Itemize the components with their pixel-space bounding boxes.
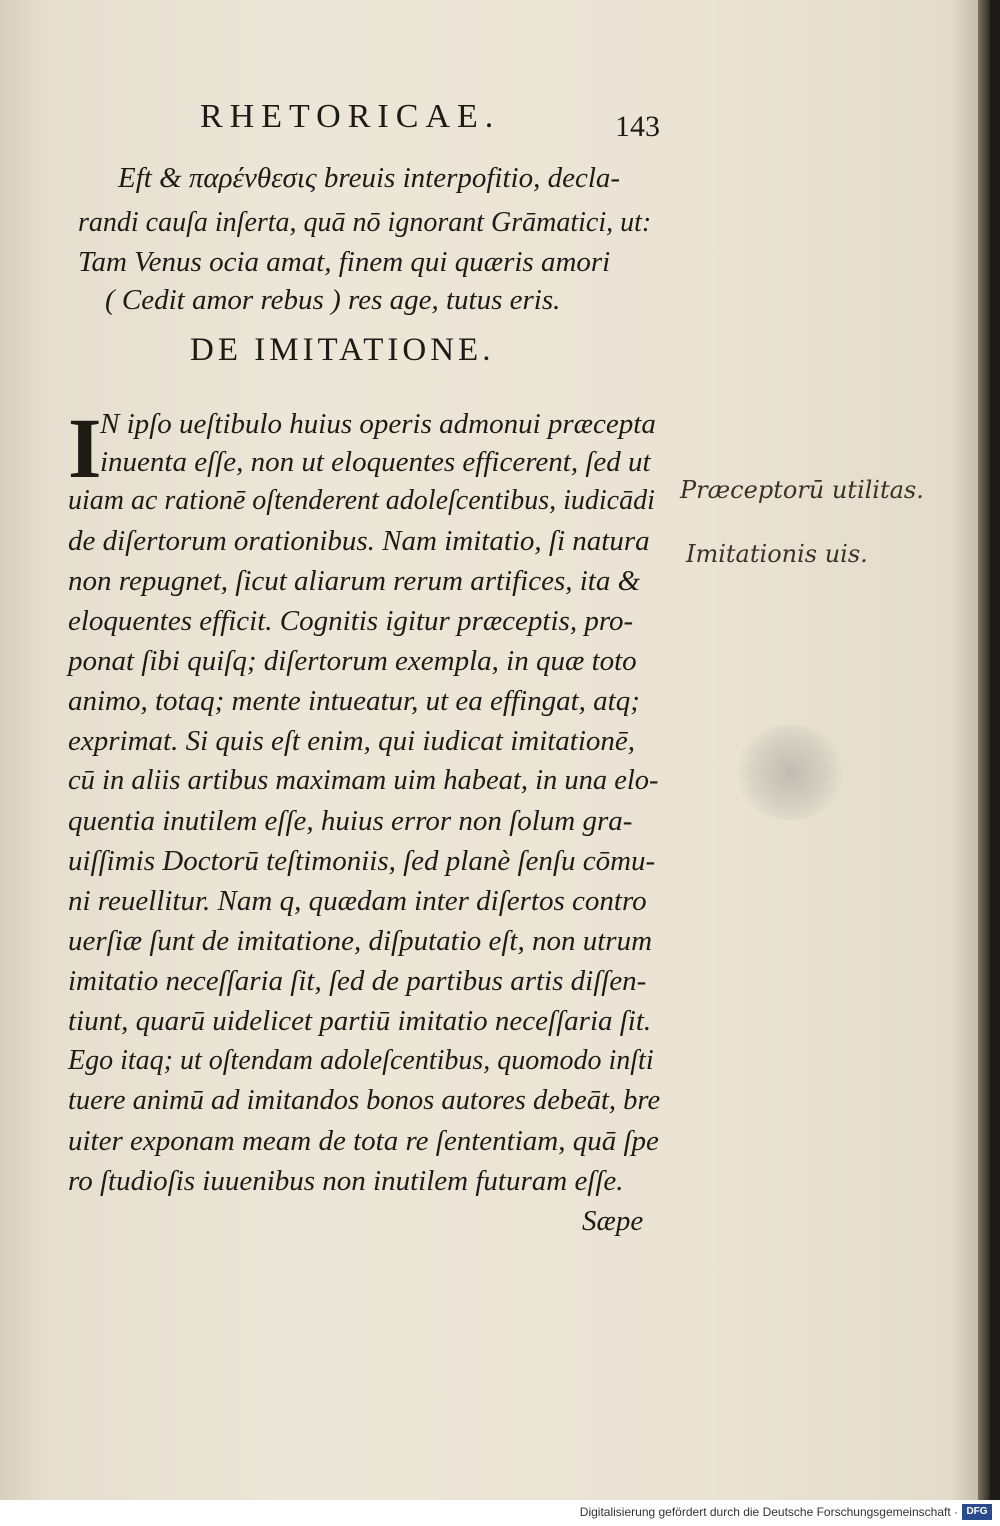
section-title: DE IMITATIONE. <box>190 332 495 368</box>
body-line-17: Ego itaq; ut oſtendam adoleſcentibus, quomodo inſti <box>68 1045 654 1076</box>
body-line-1: N ipſo ueſtibulo huius operis admonui præcepta <box>100 408 656 440</box>
body-line-3: uiam ac rationē oſtenderent adoleſcentibus, iudicādi <box>68 485 655 516</box>
body-line-15: imitatio neceſſaria ſit, ſed de partibus artis diſſen- <box>68 965 647 997</box>
opening-line-4: ( Cedit amor rebus ) res age, tutus eris. <box>105 284 561 316</box>
body-line-11: quentia inutilem eſſe, huius error non ſolum gra- <box>68 805 633 837</box>
body-line-9: exprimat. Si quis eſt enim, qui iudicat imitationē, <box>68 725 636 757</box>
body-line-8: animo, totaq; mente intueatur, ut ea effingat, atq; <box>68 685 640 717</box>
footer-credit: Digitalisierung gefördert durch die Deutsche Forschungsgemeinschaft · <box>579 1505 958 1519</box>
marginal-note-2: Imitationis uis. <box>686 540 868 568</box>
opening-line-1: Eft & παρένθεσις breuis interpofitio, decla- <box>118 162 621 194</box>
opening-line-2: randi cauſa inſerta, quā nō ignorant Grāmatici, ut: <box>78 207 652 238</box>
body-line-2: inuenta eſſe, non ut eloquentes efficerent, ſed ut <box>100 446 651 478</box>
ink-smudge <box>735 725 845 820</box>
body-line-10: cū in aliis artibus maximam uim habeat, in una elo- <box>68 765 659 796</box>
drop-cap-initial: I <box>68 400 102 496</box>
page-number: 143 <box>615 110 660 143</box>
body-line-7: ponat ſibi quiſq; diſertorum exempla, in quæ toto <box>68 645 637 677</box>
dfg-logo: DFG <box>962 1504 992 1520</box>
body-line-6: eloquentes efficit. Cognitis igitur præceptis, pro- <box>68 605 634 637</box>
body-line-14: uerſiæ ſunt de imitatione, diſputatio eſt, non utrum <box>68 925 653 957</box>
body-line-16: tiunt, quarū uidelicet partiū imitatio neceſſaria ſit. <box>68 1005 652 1037</box>
body-line-5: non repugnet, ſicut aliarum rerum artifices, ita & <box>68 565 641 597</box>
body-line-18: tuere animū ad imitandos bonos autores debeāt, bre <box>68 1085 661 1116</box>
opening-line-3: Tam Venus ocia amat, finem qui quæris amori <box>78 246 611 278</box>
body-line-13: ni reuellitur. Nam q, quædam inter diſertos contro <box>68 885 647 917</box>
catchword: Sæpe <box>582 1205 644 1237</box>
page-edge <box>978 0 990 1500</box>
marginal-note-1: Præceptorū utilitas. <box>680 476 924 504</box>
body-line-4: de diſertorum orationibus. Nam imitatio, ſi natura <box>68 525 650 557</box>
body-line-12: uiſſimis Doctorū teſtimoniis, ſed planè ſenſu cōmu- <box>68 845 656 877</box>
body-line-20: ro ſtudioſis iuuenibus non inutilem futuram eſſe. <box>68 1165 624 1197</box>
body-line-19: uiter exponam meam de tota re ſententiam, quā ſpe <box>68 1125 659 1157</box>
running-title: RHETORICAE. <box>200 98 501 135</box>
